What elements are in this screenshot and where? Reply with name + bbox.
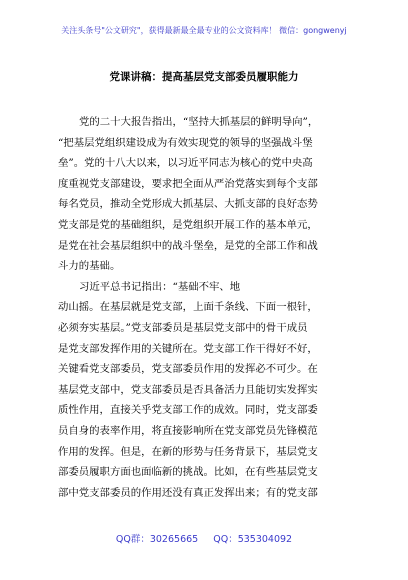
document-body — [58, 112, 356, 503]
header-notice: 关注头条号"公文研究"，获得最新最全最专业的公文资料库！ 微信：gongwenyj — [61, 26, 347, 35]
body-line: 垒”。党的十八大以来，以习近平同志为核心的党中央高 — [58, 157, 313, 170]
body-line: 部委员履职方面也面临新的挑战。比如，在有些基层党支 — [58, 466, 318, 479]
document-title: 党课讲稿：提高基层党支部委员履职能力 — [109, 71, 299, 83]
footer-qq: QQ：535304092 — [213, 534, 293, 545]
body-line: “把基层党组织建设成为有效实现党的领导的坚强战斗堡 — [58, 136, 313, 149]
body-line: 必须夯实基层。”党支部委员是基层党支部中的骨干成员 — [58, 321, 308, 334]
body-line: 部中党支部委员的作用还没有真正发挥出来；有的党支部 — [58, 486, 318, 499]
body-line: 作用的发挥。但是，在新的形势与任务背景下，基层党支 — [58, 445, 318, 458]
body-line: 是党支部发挥作用的关键所在。党支部工作干得好不好， — [58, 342, 318, 355]
footer-contact — [0, 534, 408, 546]
body-line: 党的二十大报告指出，“坚持大抓基层的鲜明导向”， — [79, 116, 319, 128]
body-line: 每名党员，推动全党形成大抓基层、大抓支部的良好态势 — [58, 198, 318, 211]
body-line: 习近平总书记指出：“基础不牢、地 — [79, 280, 241, 293]
body-line: 动山摇。在基层就是党支部，上面千条线、下面一根针， — [58, 301, 318, 314]
footer-qq-group: QQ群：30265665 — [115, 534, 199, 545]
body-line: 是党在社会基层组织中的战斗堡垒，是党的全部工作和战 — [58, 239, 318, 252]
body-line: 质性作用，直接关乎党支部工作的成效。同时，党支部委 — [58, 404, 318, 417]
body-line: 度重视党支部建设，要求把全面从严治党落实到每个支部 — [58, 177, 318, 190]
body-line: 基层党支部中，党支部委员是否具备活力且能切实发挥实 — [58, 383, 318, 396]
body-line: 关键看党支部委员，党支部委员作用的发挥必不可少。在 — [58, 363, 318, 376]
body-line: 员自身的表率作用，将直接影响所在党支部党员先锋模范 — [58, 424, 318, 437]
body-line: 斗力的基础。 — [58, 260, 121, 273]
body-line: 党支部是党的基础组织，是党组织开展工作的基本单元， — [58, 218, 318, 231]
